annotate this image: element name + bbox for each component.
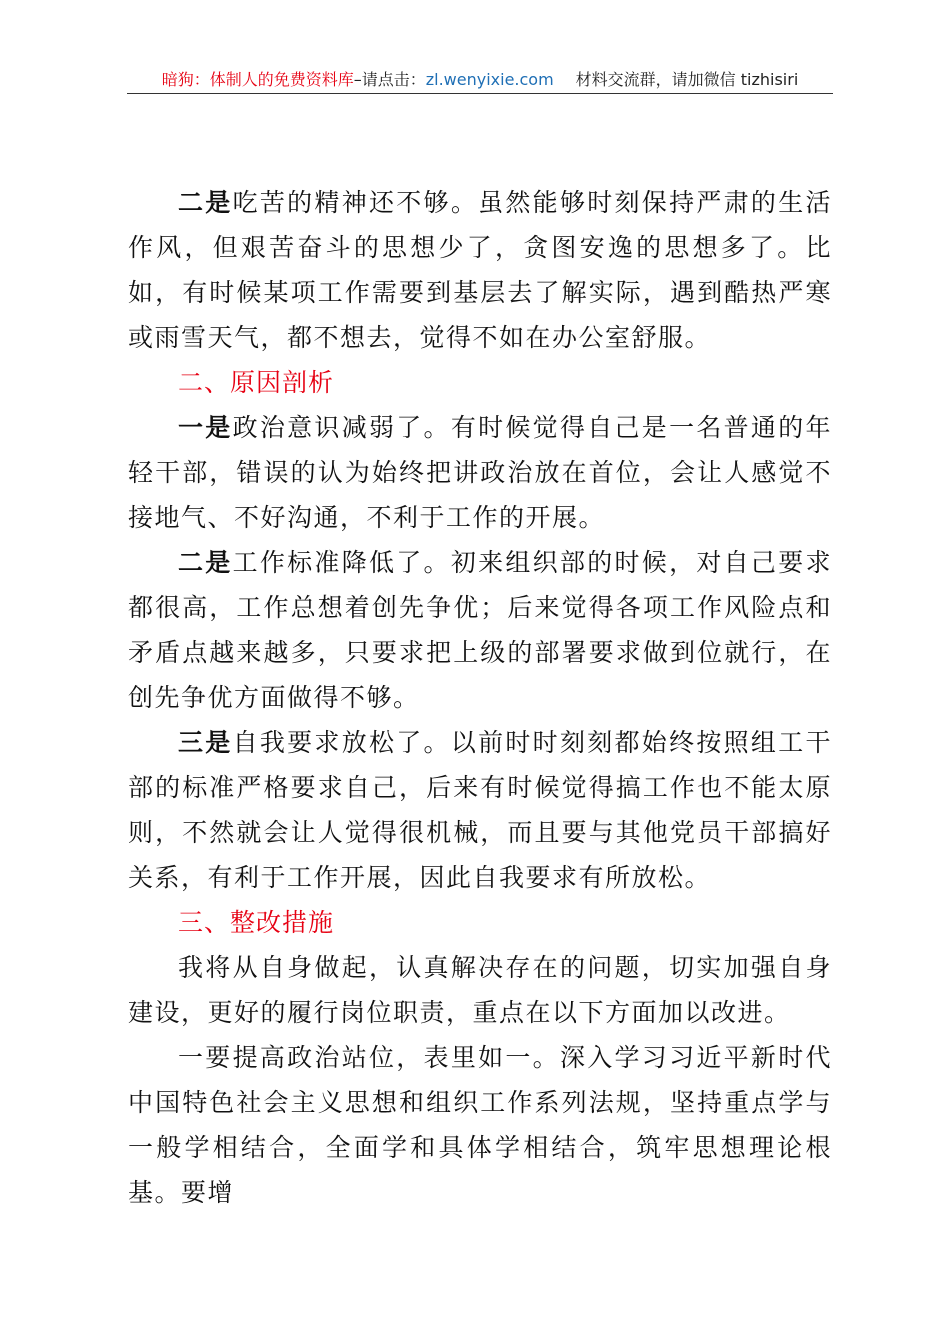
paragraph-cause-2 — [128, 540, 832, 720]
paragraph-text: 吃苦的精神还不够。虽然能够时刻保持严肃的生活作风，但艰苦奋斗的思想少了，贪图安逸的思想多了。比如，有时候某项工作需要到基层去了解实际，遇到酷热严寒或雨雪天气，都不想去，觉得不如在办公室舒服。 — [128, 188, 832, 352]
paragraph-lead: 二是 — [178, 548, 233, 577]
paragraph-text: 自我要求放松了。以前时时刻刻都始终按照组工干部的标准严格要求自己，后来有时候觉得搞工作也不能太原则，不然就会让人觉得很机械，而且要与其他党员干部搞好关系，有利于工作开展，因此自我要求有所放松。 — [128, 728, 832, 892]
paragraph-rectification-1: 一要提高政治站位，表里如一。深入学习习近平新时代中国特色社会主义思想和组织工作系列法规，坚持重点学与一般学相结合，全面学和具体学相结合，筑牢思想理论根基。要增 — [128, 1043, 832, 1207]
paragraph-rectification-intro: 我将从自身做起，认真解决存在的问题，切实加强自身建设，更好的履行岗位职责，重点在以下方面加以改进。 — [128, 953, 832, 1027]
paragraph-cause-3 — [128, 720, 832, 900]
paragraph-text: 工作标准降低了。初来组织部的时候，对自己要求都很高，工作总想着创先争优；后来觉得各项工作风险点和矛盾点越来越多，只要求把上级的部署要求做到位就行，在创先争优方面做得不够。 — [128, 548, 832, 712]
paragraph-problem-2 — [128, 180, 832, 360]
header-brand: 暗狗：体制人的免费资料库 — [161, 70, 354, 89]
header-prompt: –请点击： — [353, 70, 426, 89]
section-heading-rectification: 三、整改措施 — [178, 908, 335, 937]
header-contact: 材料交流群，请加微信 tizhisiri — [575, 70, 799, 89]
section-heading-cause-analysis: 二、原因剖析 — [178, 368, 335, 397]
paragraph-lead: 一是 — [178, 413, 233, 442]
paragraph-lead: 三是 — [178, 728, 233, 757]
header-url-link[interactable]: zl.wenyixie.com — [425, 70, 554, 89]
header-divider — [127, 93, 833, 94]
document-body — [128, 180, 832, 1215]
paragraph-lead: 二是 — [178, 188, 233, 217]
page-header — [127, 66, 833, 94]
paragraph-cause-1 — [128, 405, 832, 540]
paragraph-text: 政治意识减弱了。有时候觉得自己是一名普通的年轻干部，错误的认为始终把讲政治放在首位，会让人感觉不接地气、不好沟通，不利于工作的开展。 — [128, 413, 832, 532]
